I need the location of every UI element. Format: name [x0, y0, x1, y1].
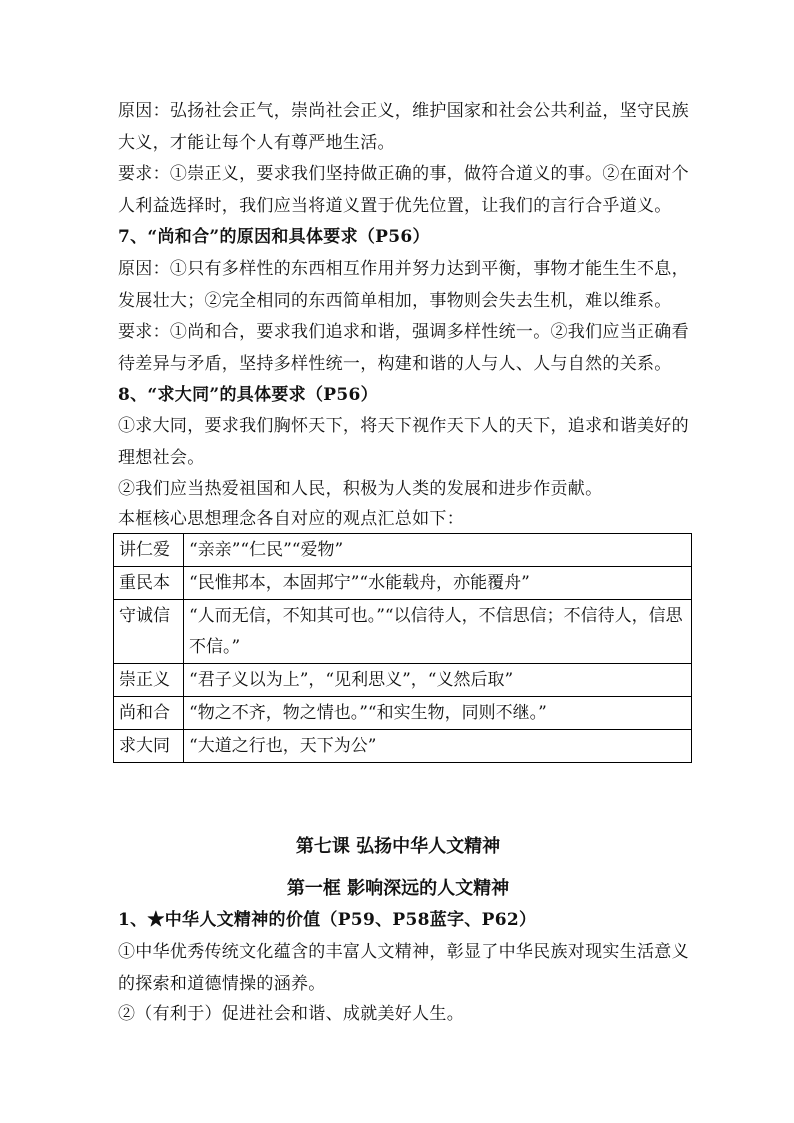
quotes-cell: “亲亲”“仁民”“爱物”: [184, 534, 692, 567]
lesson-point-1: ①中华优秀传统文化蕴含的丰富人文精神，彰显了中华民族对现实生活意义的探索和道德情操的涵养。: [118, 942, 689, 994]
concept-cell: 尚和合: [114, 697, 184, 730]
table-row: [114, 567, 692, 600]
table-row: [114, 730, 692, 763]
table-row: [114, 534, 692, 567]
table-row: [114, 664, 692, 697]
section-6-reason: 原因：弘扬社会正气，崇尚社会正义，维护国家和社会公共利益，坚守民族大义，才能让每个人有尊严地生活。: [118, 101, 689, 153]
quotes-cell: “君子义以为上”，“见利思义”，“义然后取”: [184, 664, 692, 697]
quotes-cell: “民惟邦本，本固邦宁”“水能载舟，亦能覆舟”: [184, 567, 692, 600]
lesson-heading-1: 1、★中华人文精神的价值（P59、P58蓝字、P62）: [118, 910, 537, 930]
lesson-title: 第七课 弘扬中华人文精神: [295, 836, 501, 857]
concept-cell: 讲仁爱: [114, 534, 184, 567]
concept-summary-table: [113, 533, 692, 763]
concept-cell: 重民本: [114, 567, 184, 600]
table-row: [114, 600, 692, 664]
section-8-point-1: ①求大同，要求我们胸怀天下，将天下视作天下人的天下，追求和谐美好的理想社会。: [118, 416, 689, 468]
table-row: [114, 697, 692, 730]
summary-intro: 本框核心思想理念各自对应的观点汇总如下：: [118, 509, 464, 529]
section-8-point-2: ②我们应当热爱祖国和人民，积极为人类的发展和进步作贡献。: [118, 479, 603, 499]
section-7-reason: 原因：①只有多样性的东西相互作用并努力达到平衡，事物才能生生不息，发展壮大；②完全相同的东西简单相加，事物则会失去生机，难以维系。: [118, 259, 689, 311]
lesson-point-2: ②（有利于）促进社会和谐、成就美好人生。: [118, 1004, 464, 1024]
frame-title: 第一框 影响深远的人文精神: [286, 878, 510, 899]
quotes-cell: “人而无信，不知其可也。”“以信待人，不信思信；不信待人，信思不信。”: [184, 600, 692, 664]
quotes-cell: “物之不齐，物之情也。”“和实生物，同则不继。”: [184, 697, 692, 730]
concept-cell: 求大同: [114, 730, 184, 763]
concept-cell: 崇正义: [114, 664, 184, 697]
section-7-heading: 7、“尚和合”的原因和具体要求（P56）: [118, 227, 430, 247]
quotes-cell: “大道之行也，天下为公”: [184, 730, 692, 763]
concept-cell: 守诚信: [114, 600, 184, 664]
section-6-requirement: 要求：①崇正义，要求我们坚持做正确的事，做符合道义的事。②在面对个人利益选择时，我们应当将道义置于优先位置，让我们的言行合乎道义。: [118, 164, 689, 216]
section-7-requirement: 要求：①尚和合，要求我们追求和谐，强调多样性统一。②我们应当正确看待差异与矛盾，坚持多样性统一，构建和谐的人与人、人与自然的关系。: [118, 322, 689, 374]
section-8-heading: 8、“求大同”的具体要求（P56）: [118, 385, 378, 405]
